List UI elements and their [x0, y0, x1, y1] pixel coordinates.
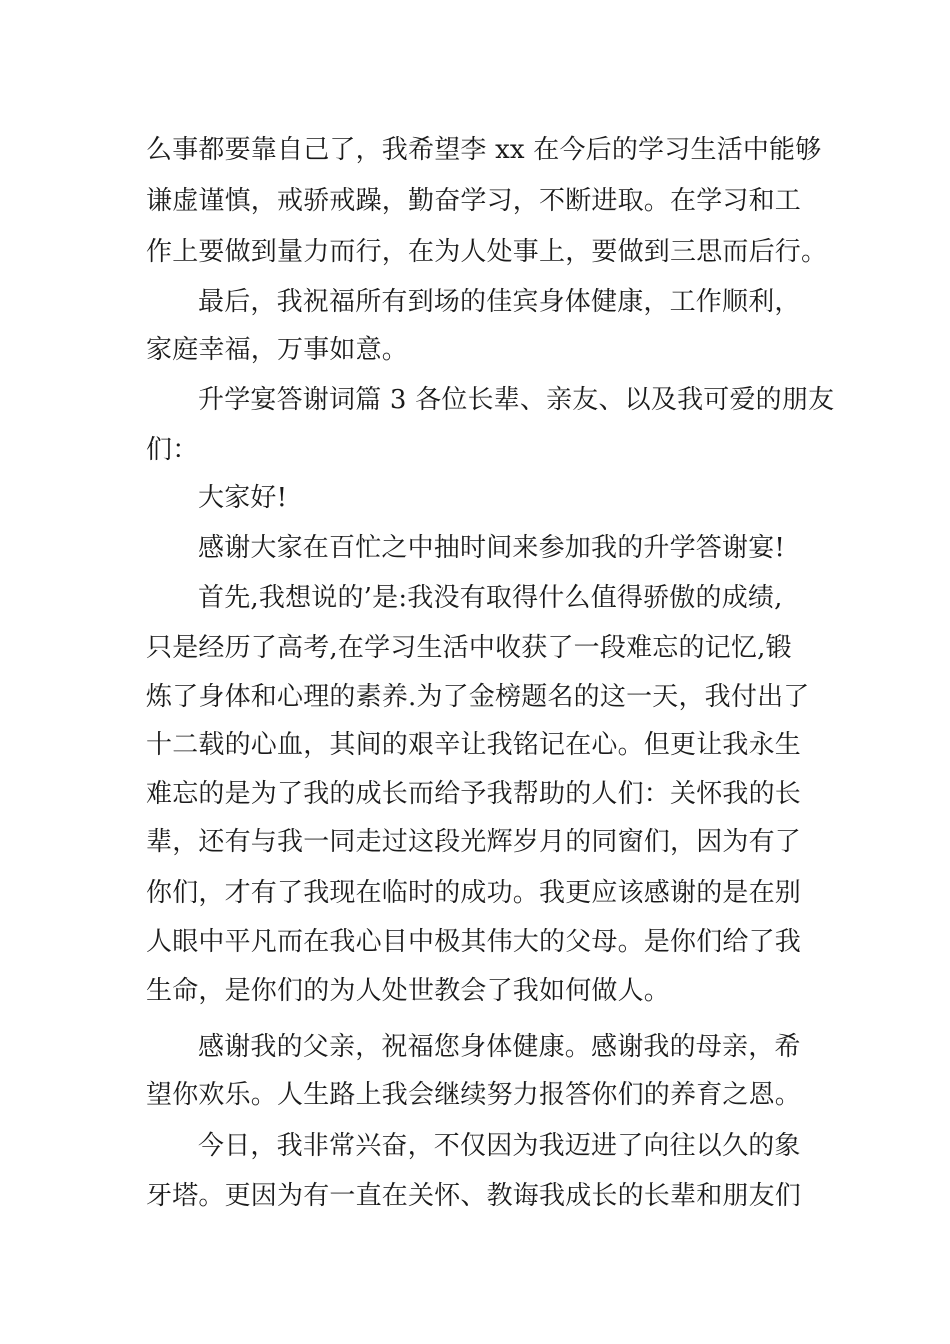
text-line: 谦虚谨慎，戒骄戒躁，勤奋学习，不断进取。在学习和工	[146, 186, 802, 216]
text-line: 只是经历了高考,在学习生活中收获了一段难忘的记忆,锻	[146, 633, 792, 663]
text-line: 十二载的心血，其间的艰辛让我铭记在心。但更让我永生	[146, 730, 802, 760]
text-line: 难忘的是为了我的成长而给予我帮助的人们：关怀我的长	[146, 779, 802, 809]
text-line: 炼了身体和心理的素养.为了金榜题名的这一天，我付出了	[146, 682, 810, 712]
text-line: 牙塔。更因为有一直在关怀、教诲我成长的长辈和朋友们	[146, 1181, 802, 1211]
paragraph-first-line: 升学宴答谢词篇 3 各位长辈、亲友、以及我可爱的朋友	[198, 385, 835, 415]
text-line: 望你欢乐。人生路上我会继续努力报答你们的养育之恩。	[146, 1080, 802, 1110]
text-line: 辈，还有与我一同走过这段光辉岁月的同窗们，因为有了	[146, 827, 802, 857]
text-line: 们：	[146, 435, 199, 465]
paragraph-first-line: 感谢我的父亲，祝福您身体健康。感谢我的母亲，希	[198, 1032, 801, 1062]
paragraph-first-line: 首先,我想说的’是:我没有取得什么值得骄傲的成绩,	[198, 583, 783, 613]
text-line: 人眼中平凡而在我心目中极其伟大的父母。是你们给了我	[146, 927, 802, 957]
paragraph-first-line: 大家好!	[198, 483, 288, 513]
paragraph-first-line: 感谢大家在百忙之中抽时间来参加我的升学答谢宴!	[198, 533, 786, 563]
text-line: 生命，是你们的为人处世教会了我如何做人。	[146, 976, 671, 1006]
paragraph-first-line: 今日，我非常兴奋，不仅因为我迈进了向往以久的象	[198, 1131, 801, 1161]
paragraph-first-line: 最后，我祝福所有到场的佳宾身体健康，工作顺利，	[198, 287, 801, 317]
text-line: 家庭幸福，万事如意。	[146, 335, 409, 365]
text-line: 么事都要靠自己了，我希望李 xx 在今后的学习生活中能够	[146, 135, 822, 165]
text-line: 你们，才有了我现在临时的成功。我更应该感谢的是在别	[146, 878, 802, 908]
text-line: 作上要做到量力而行，在为人处事上，要做到三思而后行。	[146, 237, 828, 267]
